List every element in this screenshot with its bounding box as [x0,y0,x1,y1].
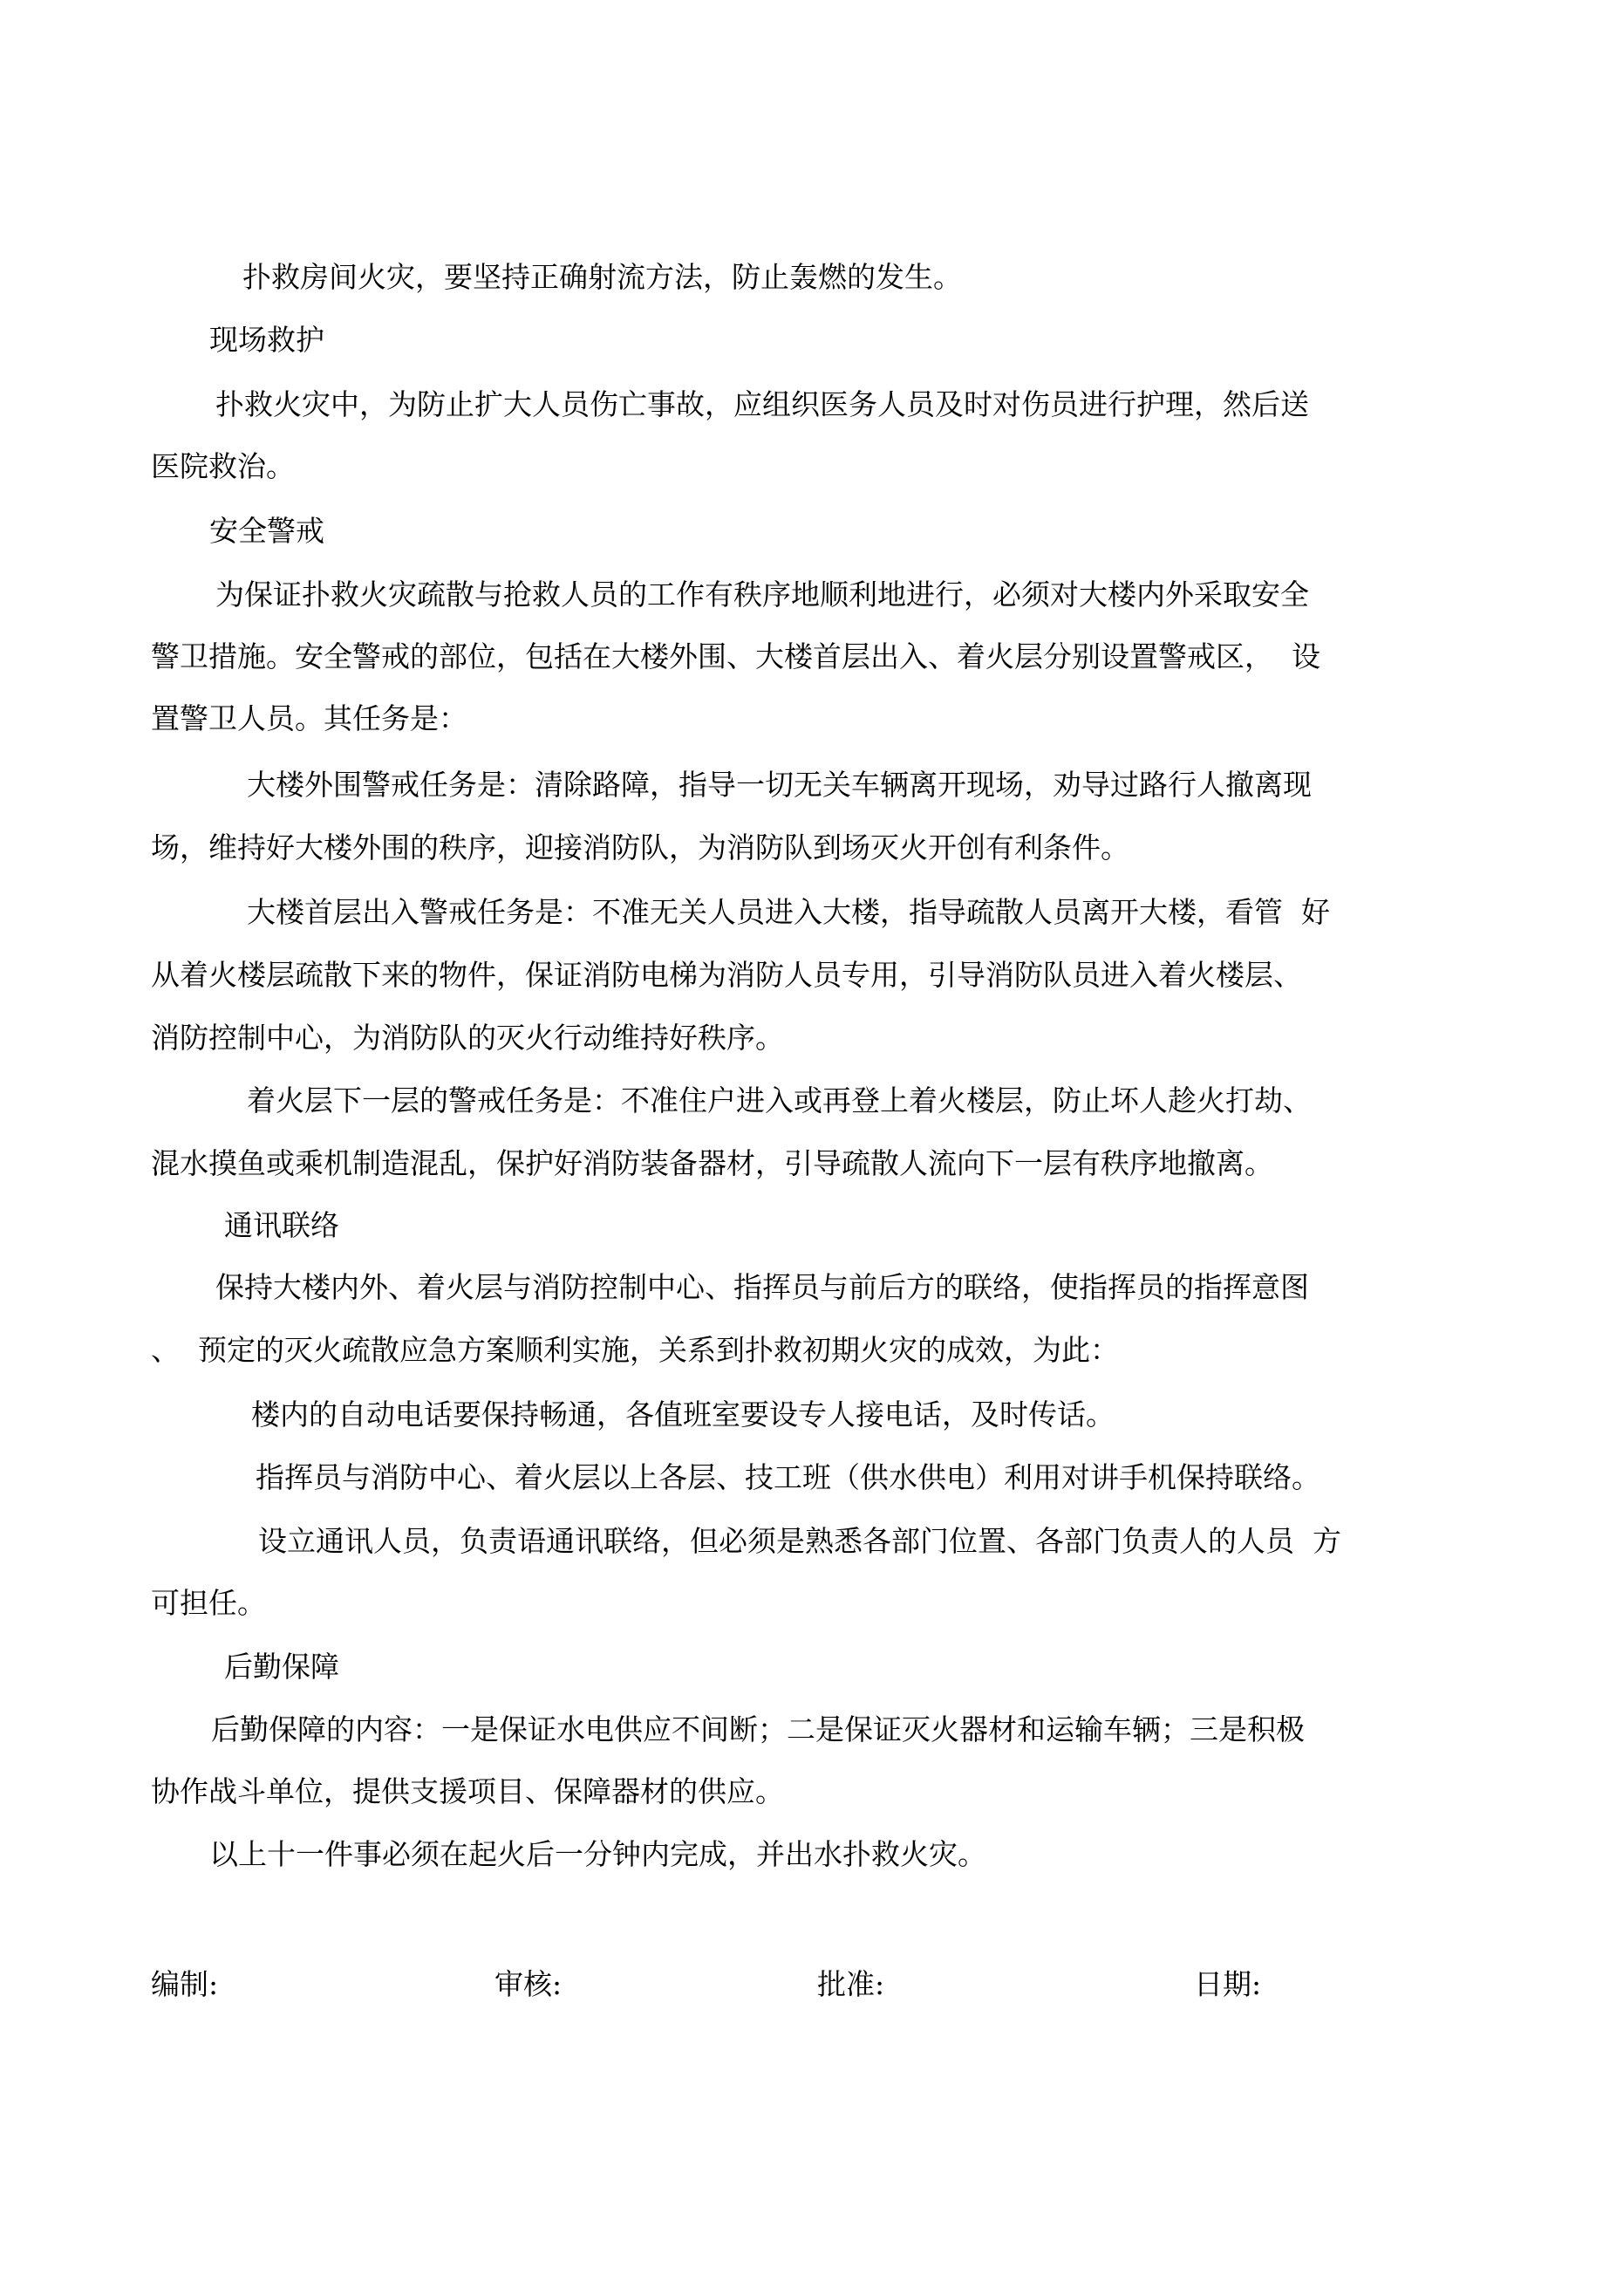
signature-approved-by: 批准: [817,1967,885,2001]
paragraph-line: 大楼首层出入警戒任务是：不准无关人员进入大楼，指导疏散人员离开大楼，看管 好 [247,895,1330,929]
section-heading: 安全警戒 [209,514,324,548]
section-heading: 现场救护 [209,323,324,357]
paragraph-line: 为保证扑救火灾疏散与抢救人员的工作有秩序地顺利地进行，必须对大楼内外采取安全 [215,577,1309,612]
section-heading: 通讯联络 [224,1208,339,1242]
paragraph-line: 医院救治。 [151,449,295,483]
paragraph-line: 设立通讯人员，负责语通讯联络，但必须是熟悉各部门位置、各部门负责人的人员 方 [258,1524,1341,1558]
paragraph-line: 大楼外围警戒任务是：清除路障，指导一切无关车辆离开现场，劝导过路行人撤离现 [247,768,1312,802]
paragraph-line: 楼内的自动电话要保持畅通，各值班室要设专人接电话，及时传话。 [251,1397,1115,1432]
paragraph-line: 后勤保障的内容：一是保证水电供应不间断；二是保证灭火器材和运输车辆；三是积极 [211,1712,1305,1746]
paragraph-line: 保持大楼内外、着火层与消防控制中心、指挥员与前后方的联络，使指挥员的指挥意图 [215,1270,1309,1304]
paragraph-line: 协作战斗单位，提供支援项目、保障器材的供应。 [151,1774,784,1808]
section-heading: 后勤保障 [224,1650,339,1684]
paragraph-line: 可担任。 [151,1586,266,1620]
signature-date: 日期: [1194,1967,1262,2001]
paragraph-line: 从着火楼层疏散下来的物件，保证消防电梯为消防人员专用，引导消防队员进入着火楼层、 [151,958,1302,992]
paragraph-line: 着火层下一层的警戒任务是：不准住户进入或再登上着火楼层，防止坏人趁火打劫、 [247,1083,1312,1117]
paragraph-line: 混水摸鱼或乘机制造混乱，保护好消防装备器材，引导疏散人流向下一层有秩序地撤离。 [151,1146,1273,1180]
closing-line: 以上十一件事必须在起火后一分钟内完成，并出水扑救火灾。 [209,1837,986,1871]
paragraph-line: 指挥员与消防中心、着火层以上各层、技工班（供水供电）利用对讲手机保持联络。 [256,1460,1320,1494]
paragraph-line: 警卫措施。安全警戒的部位，包括在大楼外围、大楼首层出入、着火层分别设置警戒区， 设 [151,639,1320,673]
paragraph-line: 、 预定的灭火疏散应急方案顺利实施，关系到扑救初期火灾的成效，为此： [151,1333,1119,1367]
paragraph-line: 扑救火灾中，为防止扩大人员伤亡事故，应组织医务人员及时对伤员进行护理，然后送 [215,387,1309,421]
paragraph-line: 场，维持好大楼外围的秩序，迎接消防队，为消防队到场灭火开创有利条件。 [151,830,1129,864]
signature-reviewed-by: 审核: [494,1967,563,2001]
paragraph-line: 置警卫人员。其任务是： [151,701,467,735]
signature-compiled-by: 编制: [151,1967,219,2001]
paragraph-line: 消防控制中心，为消防队的灭火行动维持好秩序。 [151,1021,784,1055]
paragraph-line: 扑救房间火灾，要坚持正确射流方法，防止轰燃的发生。 [242,260,962,294]
